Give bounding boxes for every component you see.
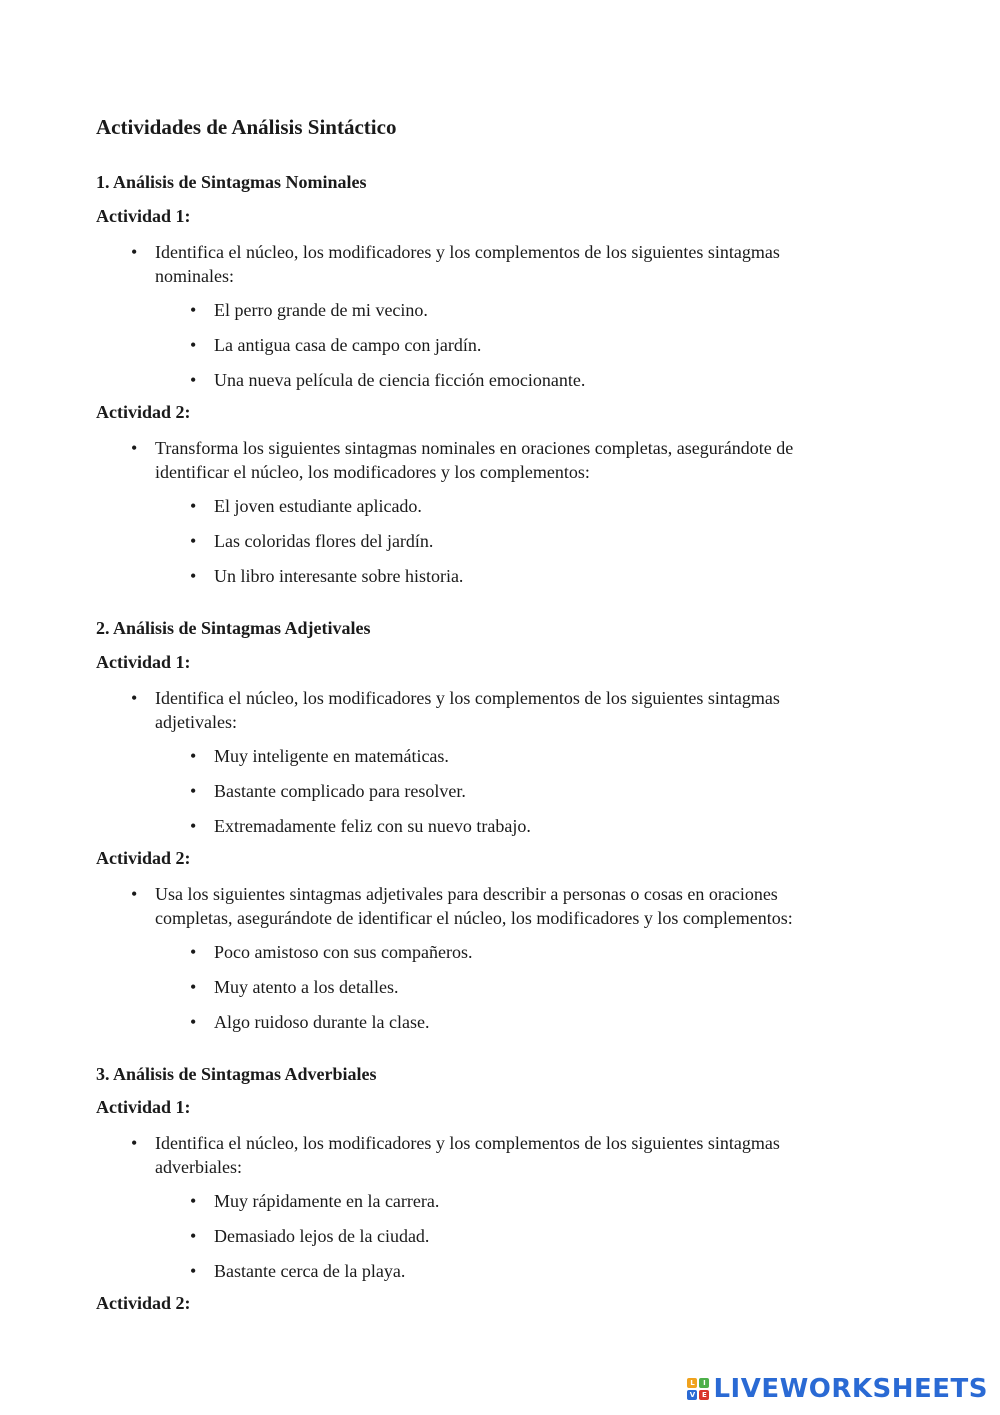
- list-item: Muy rápidamente en la carrera.: [214, 1191, 440, 1211]
- list-item: Muy atento a los detalles.: [214, 977, 399, 997]
- bullet-icon: •: [190, 1191, 197, 1211]
- bullet-icon: •: [131, 884, 138, 904]
- logo-letter: E: [699, 1390, 709, 1400]
- bullet-icon: •: [190, 781, 197, 801]
- bullet-icon: •: [190, 335, 197, 355]
- logo-letter: I: [699, 1378, 709, 1388]
- page-title: Actividades de Análisis Sintáctico: [96, 115, 397, 139]
- bullet-icon: •: [190, 816, 197, 836]
- instruction-line: nominales:: [155, 266, 234, 286]
- list-item: Poco amistoso con sus compañeros.: [214, 942, 473, 962]
- activity-label: Actividad 2:: [96, 1293, 191, 1313]
- bullet-icon: •: [190, 496, 197, 516]
- bullet-icon: •: [190, 370, 197, 390]
- activity-label: Actividad 1:: [96, 652, 191, 672]
- list-item: Bastante complicado para resolver.: [214, 781, 466, 801]
- activity-label: Actividad 2:: [96, 848, 191, 868]
- bullet-icon: •: [190, 942, 197, 962]
- liveworksheets-logo: [687, 1374, 988, 1404]
- list-item: Un libro interesante sobre historia.: [214, 566, 464, 586]
- section-heading: 2. Análisis de Sintagmas Adjetivales: [96, 618, 371, 638]
- bullet-icon: •: [190, 1261, 197, 1281]
- list-item: Una nueva película de ciencia ficción emocionante.: [214, 370, 586, 390]
- list-item: Extremadamente feliz con su nuevo trabajo.: [214, 816, 531, 836]
- instruction-line: Transforma los siguientes sintagmas nominales en oraciones completas, asegurándote de: [155, 438, 794, 458]
- list-item: El perro grande de mi vecino.: [214, 300, 428, 320]
- instruction-line: Identifica el núcleo, los modificadores y los complementos de los siguientes sintagmas: [155, 242, 780, 262]
- bullet-icon: •: [190, 300, 197, 320]
- list-item: Las coloridas flores del jardín.: [214, 531, 434, 551]
- instruction-line: identificar el núcleo, los modificadores y los complementos:: [155, 462, 590, 482]
- activity-label: Actividad 2:: [96, 402, 191, 422]
- bullet-icon: •: [190, 566, 197, 586]
- logo-text: LIVEWORKSHEETS: [713, 1374, 988, 1404]
- section-heading: 1. Análisis de Sintagmas Nominales: [96, 172, 367, 192]
- instruction-line: Identifica el núcleo, los modificadores y los complementos de los siguientes sintagmas: [155, 1133, 780, 1153]
- bullet-icon: •: [190, 1012, 197, 1032]
- bullet-icon: •: [190, 977, 197, 997]
- bullet-icon: •: [131, 438, 138, 458]
- activity-label: Actividad 1:: [96, 1097, 191, 1117]
- instruction-line: Usa los siguientes sintagmas adjetivales para describir a personas o cosas en oraciones: [155, 884, 778, 904]
- logo-grid-icon: [687, 1378, 709, 1400]
- instruction-line: adverbiales:: [155, 1157, 242, 1177]
- list-item: Muy inteligente en matemáticas.: [214, 746, 449, 766]
- bullet-icon: •: [190, 531, 197, 551]
- list-item: Demasiado lejos de la ciudad.: [214, 1226, 430, 1246]
- bullet-icon: •: [131, 688, 138, 708]
- activity-label: Actividad 1:: [96, 206, 191, 226]
- instruction-line: Identifica el núcleo, los modificadores y los complementos de los siguientes sintagmas: [155, 688, 780, 708]
- bullet-icon: •: [131, 242, 138, 262]
- logo-letter: V: [687, 1390, 697, 1400]
- bullet-icon: •: [131, 1133, 138, 1153]
- bullet-icon: •: [190, 1226, 197, 1246]
- list-item: El joven estudiante aplicado.: [214, 496, 422, 516]
- list-item: Bastante cerca de la playa.: [214, 1261, 406, 1281]
- list-item: La antigua casa de campo con jardín.: [214, 335, 482, 355]
- instruction-line: adjetivales:: [155, 712, 237, 732]
- section-heading: 3. Análisis de Sintagmas Adverbiales: [96, 1064, 377, 1084]
- logo-letter: L: [687, 1378, 697, 1388]
- list-item: Algo ruidoso durante la clase.: [214, 1012, 430, 1032]
- instruction-line: completas, asegurándote de identificar el núcleo, los modificadores y los complementos:: [155, 908, 793, 928]
- bullet-icon: •: [190, 746, 197, 766]
